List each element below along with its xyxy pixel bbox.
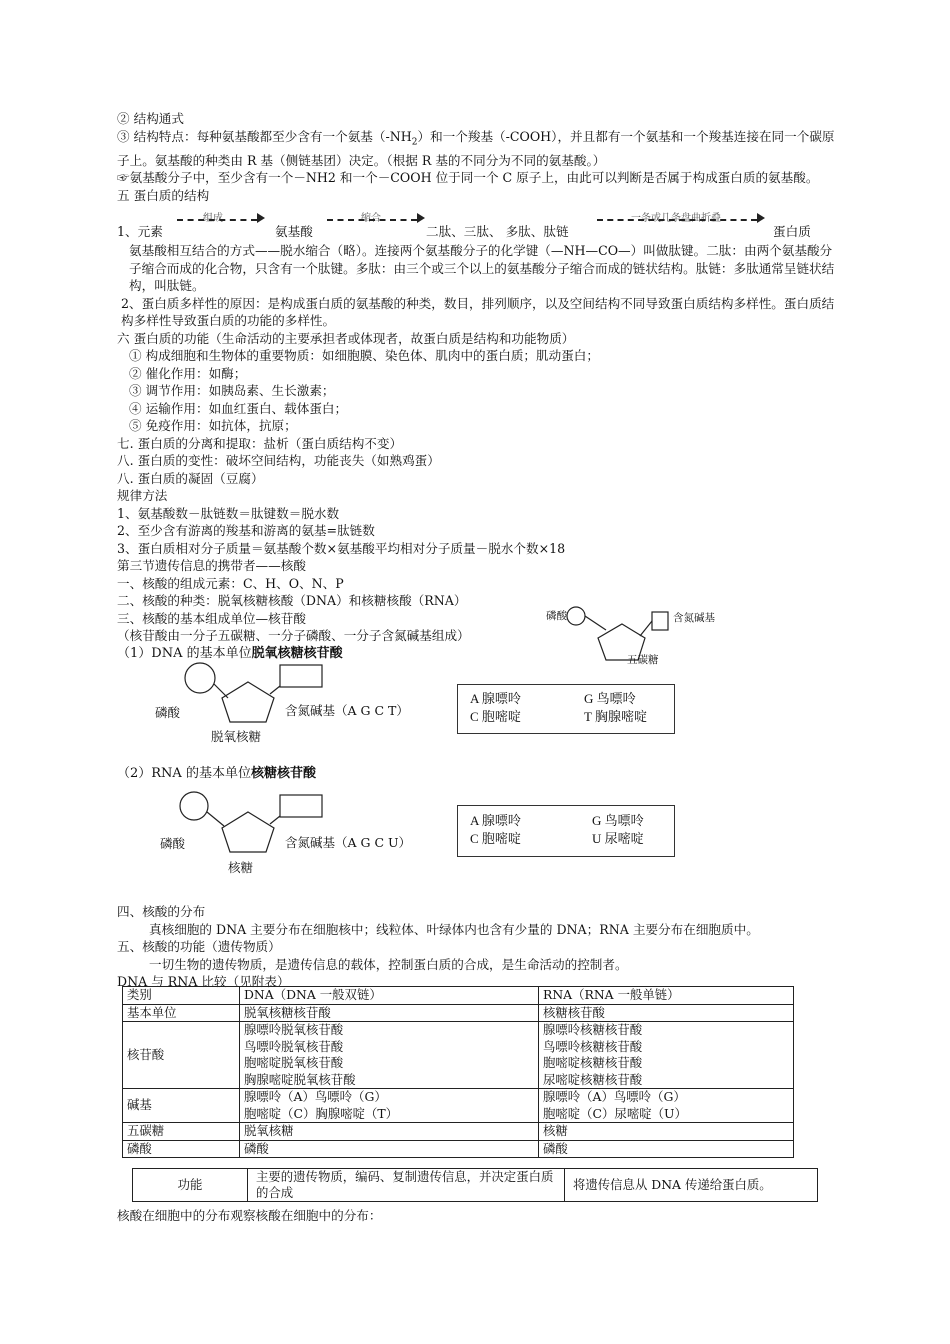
table-cell: 磷酸	[539, 1140, 794, 1158]
table-cell: 核苷酸	[123, 1022, 240, 1089]
base-rect	[280, 795, 322, 817]
rna-sugar-label: 核糖	[228, 860, 254, 875]
text-line: ☞氨基酸分子中，至少含有一个－NH2 和一个－COOH 位于同一个 C 原子上，由此可以判断是否属于构成蛋白质的氨基酸。	[117, 170, 819, 186]
nucleotide-sugar-label: 五碳糖	[627, 654, 659, 666]
table-row	[123, 1140, 794, 1158]
document-body	[117, 110, 837, 662]
arrow-label: 缩合	[361, 213, 381, 225]
table-cell: 核糖核苷酸	[539, 1004, 794, 1022]
bond-line	[585, 616, 606, 630]
list-item: ① 构成细胞和生物体的重要物质：如细胞膜、染色体、肌肉中的蛋白质；肌动蛋白；	[129, 348, 599, 364]
rna-unit-heading: （2）RNA 的基本单位核糖核苷酸	[117, 766, 316, 781]
phosphate-circle	[567, 607, 585, 625]
bond-line	[207, 812, 224, 826]
rna-nucleotide-diagram	[170, 790, 340, 862]
protein-formation-pathway	[117, 206, 837, 242]
table-cell: 腺嘌呤（A）鸟嘌呤（G） 胞嘧啶（C）胸腺嘧啶（T）	[240, 1089, 539, 1123]
phosphate-circle	[185, 663, 215, 693]
list-item: ③ 调节作用：如胰岛素、生长激素；	[129, 383, 335, 399]
table-row	[123, 987, 794, 1005]
table-cell: 腺嘌呤脱氧核苷酸 鸟嘌呤脱氧核苷酸 胞嘧啶脱氧核苷酸 胸腺嘧啶脱氧核苷酸	[240, 1022, 539, 1089]
dna-phosphate-label: 磷酸	[155, 705, 181, 720]
section-heading: 规律方法	[117, 488, 168, 504]
base-g: G 鸟嘌呤	[592, 813, 644, 828]
base-c: C 胞嘧啶	[470, 709, 521, 724]
table-cell: DNA（DNA 一般双链）	[240, 987, 539, 1005]
pathway-amino-acid: 氨基酸	[275, 223, 313, 239]
section-heading: 七. 蛋白质的分离和提取：盐析（蛋白质结构不变）	[117, 435, 403, 451]
list-item: ⑤ 免疫作用：如抗体，抗原；	[129, 418, 297, 434]
dna-sugar-label: 脱氧核糖	[211, 729, 262, 744]
list-item: 一、核酸的组成元素：C、H、O、N、P	[117, 575, 344, 591]
text-line: 真核细胞的 DNA 主要分布在细胞核中；线粒体、叶绿体内也含有少量的 DNA；RNA 主要分布在细胞质中。	[149, 921, 759, 937]
nucleotide-base-label: 含氮碱基	[673, 612, 715, 624]
text-line: ③ 结构特点：每种氨基酸都至少含有一个氨基$(-NH_2)$和一个羧基（-COOH），并且都有一个氨基和一个羧基连接在同一个碳原子上。氨基酸的种类由 R 基（侧链基团）决定。（根据 R 基的不同分为不同的氨基酸。）	[117, 128, 835, 168]
nucleotide-phosphate-label: 磷酸	[546, 610, 567, 622]
dna-base-label: 含氮碱基（A G C T）	[285, 703, 409, 718]
list-item: 1、氨基酸数－肽链数＝肽键数＝脱水数	[117, 505, 340, 521]
rna-bases-box	[457, 805, 675, 857]
function-table	[132, 1168, 818, 1202]
section-heading: 六 蛋白质的功能（生命活动的主要承担者或体现者，故蛋白质是结构和功能物质）	[117, 330, 575, 346]
table-cell: 脱氧核糖	[240, 1123, 539, 1141]
table-cell: 主要的遗传物质，编码、复制遗传信息，并决定蛋白质的合成	[248, 1169, 565, 1202]
base-a: A 腺嘌呤	[470, 691, 521, 706]
section-heading: 四、核酸的分布	[117, 904, 206, 919]
table-cell: 类别	[123, 987, 240, 1005]
table-cell: 磷酸	[240, 1140, 539, 1158]
base-rect	[280, 665, 322, 687]
base-c: C 胞嘧啶	[470, 831, 521, 846]
arrow-head-icon	[417, 213, 425, 223]
table-row	[123, 1022, 794, 1089]
table-row	[123, 1123, 794, 1141]
bond-line	[270, 816, 280, 824]
bond-line	[270, 686, 280, 694]
text-line: 一切生物的遗传物质，是遗传信息的载体，控制蛋白质的合成，是生命活动的控制者。	[149, 956, 628, 972]
table-caption: DNA 与 RNA 比较（见附表）	[117, 974, 290, 989]
pathway-peptides: 二肽、三肽、 多肽、肽链	[426, 223, 569, 239]
arrow-label: 组成	[203, 213, 223, 225]
sugar-pentagon	[222, 682, 274, 722]
bond-line	[640, 621, 652, 636]
dna-rna-compare-table	[122, 986, 794, 1158]
table-cell: 磷酸	[123, 1140, 240, 1158]
table-cell: 碱基	[123, 1089, 240, 1123]
table-cell: 腺嘌呤核糖核苷酸 鸟嘌呤核糖核苷酸 胞嘧啶核糖核苷酸 尿嘧啶核糖核苷酸	[539, 1022, 794, 1089]
section-heading: 八. 蛋白质的变性：破坏空间结构，功能丧失（如熟鸡蛋）	[117, 453, 440, 469]
dashed-arrow	[327, 219, 417, 222]
dna-bases-box	[457, 684, 675, 734]
table-cell: RNA（RNA 一般单链）	[539, 987, 794, 1005]
section-heading: 五、核酸的功能（遗传物质）	[117, 939, 281, 954]
text-line: ② 结构通式	[117, 111, 184, 126]
dna-nucleotide-diagram	[170, 660, 340, 732]
base-t: T 胸腺嘧啶	[584, 709, 647, 724]
list-item: 三、核酸的基本组成单位—核苷酸	[117, 610, 306, 626]
list-item: 2、至少含有游离的羧基和游离的氨基=肽链数	[117, 523, 375, 539]
table-cell: 功能	[133, 1169, 248, 1202]
text-line: 核酸在细胞中的分布观察核酸在细胞中的分布：	[117, 1208, 382, 1223]
rna-phosphate-label: 磷酸	[160, 836, 186, 851]
rna-base-label: 含氮碱基（A G C U）	[285, 835, 412, 850]
section-heading: 五 蛋白质的结构	[117, 187, 210, 203]
table-cell: 基本单位	[123, 1004, 240, 1022]
nucleic-acid-distribution	[117, 903, 837, 991]
phosphate-circle	[180, 792, 208, 820]
list-item: ④ 运输作用：如血红蛋白、载体蛋白；	[129, 400, 348, 416]
arrow-head-icon	[257, 213, 265, 223]
arrow-label: 一条或几条盘曲折叠	[631, 213, 721, 225]
base-a: A 腺嘌呤	[470, 813, 521, 828]
dashed-arrow	[177, 219, 257, 222]
list-item: ② 催化作用：如酶；	[129, 365, 247, 381]
text-line: （核苷酸由一分子五碳糖、一分子磷酸、一分子含氮碱基组成）	[117, 628, 470, 644]
table-row	[123, 1004, 794, 1022]
list-item: 二、核酸的种类：脱氧核糖核酸（DNA）和核糖核酸（RNA）	[117, 593, 467, 609]
text-line: 氨基酸相互结合的方式——脱水缩合（略）。连接两个氨基酸分子的化学键（—NH—CO—）叫做肽键。二肽：由两个氨基酸分子缩合而成的化合物，只含有一个肽键。多肽：由三个或三个以上的氨基酸分子缩合而成的链状结构。肽链：多肽通常呈链状结构，叫肽链。	[129, 243, 835, 294]
dna-unit-heading: （1）DNA 的基本单位脱氧核糖核苷酸	[117, 645, 343, 661]
table-cell: 五碳糖	[123, 1123, 240, 1141]
pathway-elements: 1、元素	[117, 223, 163, 239]
section-heading: 第三节遗传信息的携带者——核酸	[117, 558, 306, 574]
base-g: G 鸟嘌呤	[584, 691, 636, 706]
sugar-pentagon	[222, 812, 274, 852]
arrow-head-icon	[757, 213, 765, 223]
text-line: 2、蛋白质多样性的原因：是构成蛋白质的氨基酸的种类，数目，排列顺序，以及空间结构不同导致蛋白质结构多样性。蛋白质结构多样性导致蛋白质的功能的多样性。	[121, 295, 835, 329]
table-cell: 将遗传信息从 DNA 传递给蛋白质。	[565, 1169, 818, 1202]
table-cell: 核糖	[539, 1123, 794, 1141]
list-item: 3、蛋白质相对分子质量＝氨基酸个数×氨基酸平均相对分子质量－脱水个数×18	[117, 540, 566, 556]
table-row	[123, 1089, 794, 1123]
table-cell: 腺嘌呤（A）鸟嘌呤（G） 胞嘧啶（C）尿嘧啶（U）	[539, 1089, 794, 1123]
dashed-arrow	[597, 219, 757, 222]
pathway-protein: 蛋白质	[773, 223, 811, 239]
section-heading: 八. 蛋白质的凝固（豆腐）	[117, 470, 264, 486]
table-cell: 脱氧核糖核苷酸	[240, 1004, 539, 1022]
table-row	[133, 1169, 818, 1202]
base-rect	[652, 612, 668, 630]
base-u: U 尿嘧啶	[592, 831, 644, 846]
